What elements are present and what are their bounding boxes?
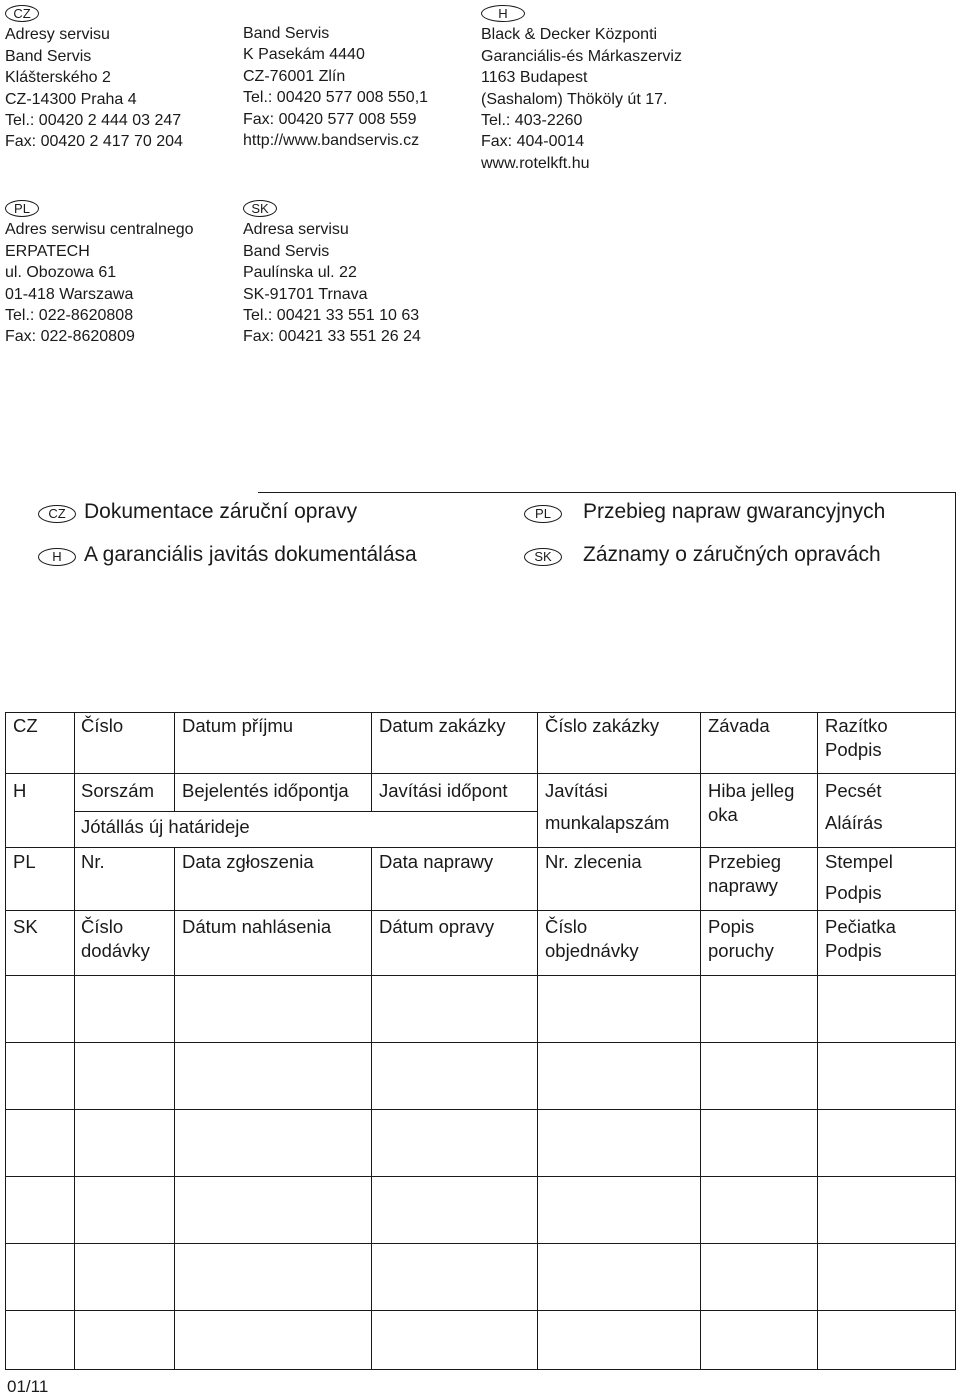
address-line: Adresa servisu [243,221,349,239]
address-line: CZ-14300 Praha 4 [5,90,137,108]
address-line: 01-418 Warszawa [5,285,134,303]
cell-report-date-sk: Dátum nahlásenia [182,916,332,937]
table-row-divider [5,1109,956,1110]
cell-number-cz: Číslo [81,715,124,736]
header-title-cz: Dokumentace záruční opravy [84,500,358,523]
cell-repair-date-sk: Dátum opravy [379,916,495,937]
address-line: Band Servis [5,47,92,65]
table-border-top [5,712,956,713]
table-border-right [955,712,956,1370]
phone-line: Tel.: 403-2260 [481,112,583,130]
table-column-divider [174,712,175,812]
cell-repair-date-h: Javítási időpont [379,780,508,801]
header-badge-sk: SK [524,548,562,566]
cell-number-pl: Nr. [81,851,105,872]
table-row-divider [5,773,956,774]
phone-line: Tel.: 022-8620808 [5,307,134,325]
website-link[interactable]: www.rotelkft.hu [481,154,590,172]
cell-order-number-cz: Číslo zakázky [545,715,660,736]
cell-order-number-pl: Nr. zlecenia [545,851,642,872]
phone-line: Tel.: 00421 33 551 10 63 [243,307,420,325]
fax-line: Fax: 00421 33 551 26 24 [243,328,421,346]
lang-badge-sk: SK [243,200,277,217]
document-code: 01/11 [7,1377,49,1396]
address-line: CZ-76001 Zlín [243,67,346,85]
header-badge-h: H [38,548,76,566]
cell-signature-pl: Podpis [825,882,882,903]
fax-line: Fax: 00420 2 417 70 204 [5,133,183,151]
website-link[interactable]: http://www.bandservis.cz [243,132,420,150]
address-line: Adres serwisu centralnego [5,221,194,239]
address-line: (Sashalom) Thököly út 17. [481,90,668,108]
table-row-divider [5,1176,956,1177]
table-border-bottom [5,1369,956,1370]
address-line: ul. Obozowa 61 [5,264,117,282]
table-column-divider [700,712,701,1370]
table-column-divider [174,847,175,1370]
header-badge-cz: CZ [38,505,76,523]
cell-stamp-h: Pecsét [825,780,882,801]
cell-signature-sk: Podpis [825,940,882,961]
table-row-divider [5,1243,956,1244]
address-line: Adresy servisu [5,26,110,44]
cell-fault-sk-cont: poruchy [708,940,774,961]
lang-badge-h: H [481,5,525,22]
table-row-divider [74,811,537,812]
phone-line: Tel.: 00420 577 008 550,1 [243,89,429,107]
table-column-divider [371,712,372,812]
table-column-divider [817,712,818,1370]
cell-report-date-cz: Datum příjmu [182,715,294,736]
cell-order-number-h: Javítási [545,780,608,801]
table-column-divider [371,847,372,1370]
address-cz-primary [5,3,183,153]
address-line: Paulínska ul. 22 [243,264,357,282]
cell-warranty-deadline-h: Jótállás új határideje [81,816,250,837]
cell-fault-sk: Popis [708,916,755,937]
table-border-left [5,712,6,1370]
address-line: Garanciális-és Márkaszerviz [481,47,682,65]
table-row-divider [5,910,956,911]
address-line: Band Servis [243,25,330,42]
phone-line: Tel.: 00420 2 444 03 247 [5,112,182,130]
row-lang-sk: SK [13,916,38,937]
cell-report-date-pl: Data zgłoszenia [182,851,314,872]
cell-report-date-h: Bejelentés időpontja [182,780,349,801]
table-column-divider [537,712,538,1370]
table-row-divider [5,847,956,848]
header-title-pl: Przebieg napraw gwarancyjnych [583,500,886,523]
fax-line: Fax: 404-0014 [481,133,585,151]
fax-line: Fax: 00420 577 008 559 [243,110,417,128]
cell-number-sk: Číslo [81,916,124,937]
header-title-sk: Záznamy o záručných opravách [583,543,881,566]
table-row-divider [5,1310,956,1311]
cell-number-sk-cont: dodávky [81,940,150,961]
fax-line: Fax: 022-8620809 [5,328,135,346]
cell-order-number-h-cont: munkalapszám [545,812,670,833]
address-h [481,3,682,174]
address-line: Klášterského 2 [5,69,111,87]
row-lang-h: H [13,780,27,801]
header-badge-pl: PL [524,505,562,523]
table-row-divider [5,975,956,976]
frame-right-border [955,492,956,712]
cell-order-number-sk: Číslo [545,916,588,937]
cell-fault-h-cont: oka [708,804,738,825]
cell-repair-date-cz: Datum zakázky [379,715,506,736]
lang-badge-pl: PL [5,200,39,217]
lang-badge-cz: CZ [5,5,39,22]
address-line: Band Servis [243,242,330,260]
cell-stamp-sk: Pečiatka [825,916,896,937]
cell-stamp-pl: Stempel [825,851,893,872]
cell-fault-pl: Przebieg [708,851,782,872]
row-lang-pl: PL [13,851,36,872]
cell-signature-h: Aláírás [825,812,883,833]
address-pl [5,198,194,348]
frame-top-border [258,492,956,493]
table-column-divider [74,712,75,1370]
table-row-divider [5,1042,956,1043]
header-title-h: A garanciális javitás dokumentálása [84,543,417,566]
row-lang-cz: CZ [13,715,38,736]
cell-repair-date-pl: Data naprawy [379,851,494,872]
cell-signature-cz: Podpis [825,739,882,760]
cell-stamp-cz: Razítko [825,715,888,736]
address-sk [243,198,421,348]
address-line: ERPATECH [5,242,90,260]
address-line: Black & Decker Központi [481,26,658,44]
cell-fault-cz: Závada [708,715,770,736]
cell-fault-pl-cont: naprawy [708,875,778,896]
cell-number-h: Sorszám [81,780,154,801]
address-cz-secondary [243,23,428,151]
cell-order-number-sk-cont: objednávky [545,940,639,961]
cell-fault-h: Hiba jelleg [708,780,795,801]
address-line: 1163 Budapest [481,69,588,87]
address-line: SK-91701 Trnava [243,285,368,303]
address-line: K Pasekám 4440 [243,46,365,64]
